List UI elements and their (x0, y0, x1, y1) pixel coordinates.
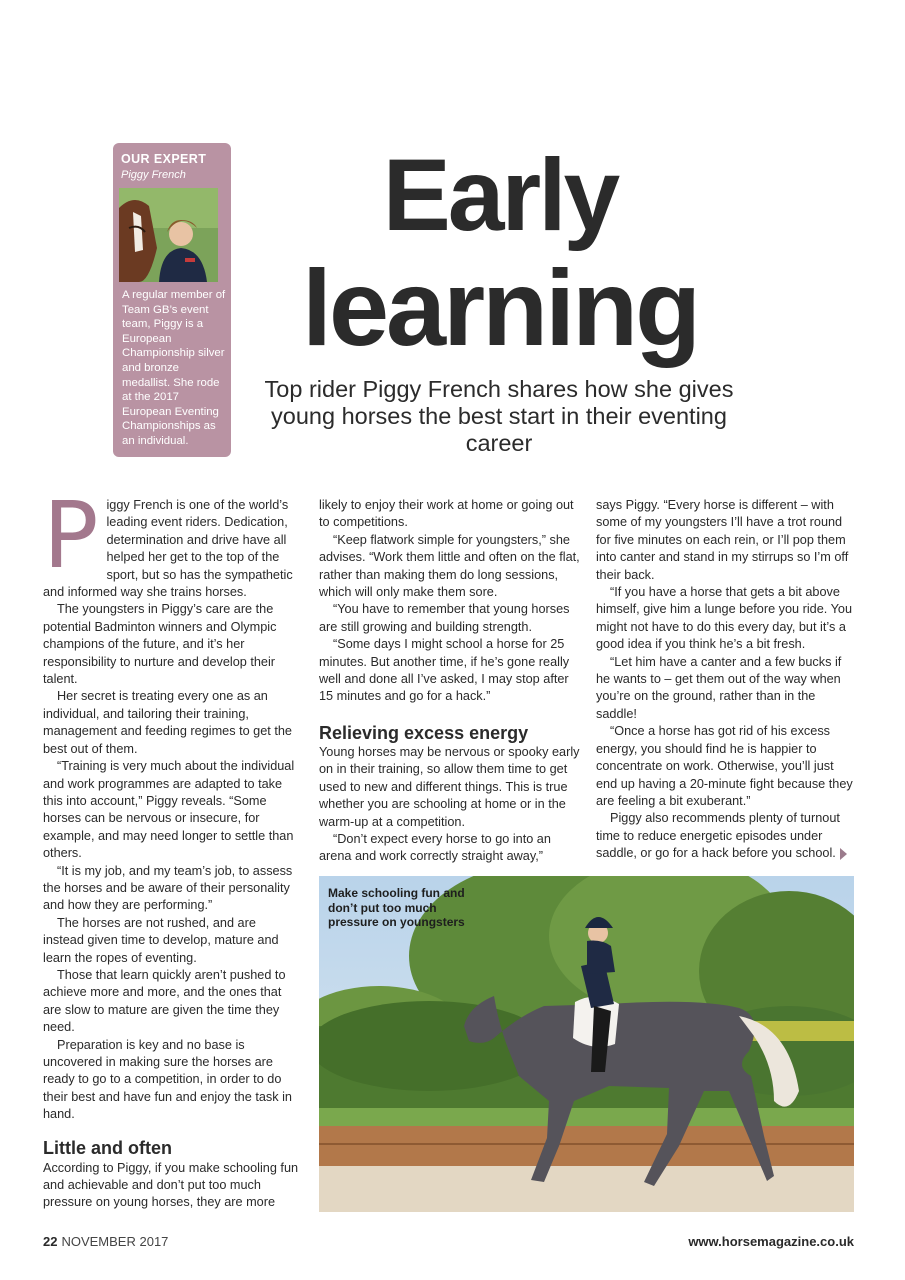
article-column-1 (43, 482, 299, 1212)
expert-box (113, 143, 231, 457)
expert-bio: A regular member of Team GB’s event team, Piggy is a European Championship silver and bronze medallist. She rode at the 2017 European Eventing Championships as an individual. (122, 289, 226, 447)
website-url: www.horsemagazine.co.uk (688, 1234, 854, 1249)
standfirst: Top rider Piggy French shares how she gives young horses the best start in their eventing career (264, 376, 734, 456)
paragraph: The youngsters in Piggy’s care are the potential Badminton winners and Olympic champions of the future, and it’s her responsibility to nurture and develop their talent. (43, 602, 277, 687)
continue-arrow-icon (840, 848, 847, 860)
paragraph: “You have to remember that young horses are still growing and building strength. (319, 602, 570, 634)
expert-photo (119, 188, 218, 282)
paragraph: Preparation is key and no base is uncovered in making sure the horses are ready to go to a competition, in order to do their best and have fun and enjoy the task in hand. (43, 1037, 292, 1122)
paragraph: “If you have a horse that gets a bit above himself, give him a lunge before you ride. You might not have to do this every day, but it’s a good idea if you think he’s a bit fresh. (596, 585, 853, 652)
paragraph: “Some days I might school a horse for 25 minutes. But another time, if he’s gone really well and done all I’ve asked, I may stop after 15 minutes and go for a hack.” (319, 637, 570, 704)
subheading-relieving-excess-energy: Relieving excess energy (319, 722, 529, 743)
paragraph: “Keep flatwork simple for youngsters,” she advises. “Work them little and often on the flat, rather than making them do long sessions, which will only make them sore. (319, 532, 580, 600)
drop-cap: P (43, 482, 99, 589)
paragraph: “Training is very much about the individual and work programmes are adapted to take this into account,” Piggy reveals. “Some horses can be nervous or insecure, for example, and may need longer to settle than others. (43, 759, 295, 861)
article-column-3 (596, 497, 858, 863)
paragraph: says Piggy. “Every horse is different – with some of my youngsters I’ll have a trot round for five minutes on each rein, or I’ll pop them into canter and stand in my stirrups so I’m off their back. (596, 498, 849, 582)
expert-label: OUR EXPERT (121, 152, 207, 166)
paragraph: iggy French is one of the world’s leading event riders. Dedication, determination and drive have all helped her get to the top of the sport, but so has the sympathetic and informed way she trains horses. (43, 498, 293, 600)
paragraph: Young horses may be nervous or spooky early on in their training, so allow them time to get used to new and different things. This is true whether you are schooling at home or in the warm-up at a competition. (319, 744, 580, 829)
paragraph: Those that learn quickly aren’t pushed to achieve more and more, and the ones that are slow to mature are given the time they need. (43, 967, 286, 1035)
headline-line-2: learning (301, 247, 699, 368)
paragraph: “Once a horse has got rid of his excess energy, you should find he is happier to concentrate on work. Otherwise, you’ll just end up having a 20-minute fight because they are feeling a bit exuberant.” (596, 724, 853, 808)
paragraph: The horses are not rushed, and are instead given time to develop, mature and learn the ropes of eventing. (43, 915, 279, 965)
folio (43, 1234, 168, 1249)
paragraph-text: Piggy also recommends plenty of turnout time to reduce energetic episodes under saddle, or go for a hack before you school. (596, 811, 840, 861)
paragraph: According to Piggy, if you make schooling fun and achievable and don’t put too much pressure on young horses, they are more (43, 1160, 299, 1210)
paragraph: likely to enjoy their work at home or going out to competitions. (319, 498, 574, 530)
paragraph: “It is my job, and my team’s job, to assess the horses and be aware of their personality and how they are performing.” (43, 863, 293, 913)
paragraph: Her secret is treating every one as an individual, and tailoring their training, management and feeding regimes to get the best out of them. (43, 689, 292, 756)
issue-date: NOVEMBER 2017 (61, 1234, 169, 1249)
photo-caption: Make schooling fun and don’t put too much pressure on youngsters (328, 886, 465, 930)
paragraph: “Let him have a canter and a few bucks if he wants to – get them out of the way when you’re on the ground, rather than in the saddle! (596, 654, 842, 721)
expert-name: Piggy French (121, 169, 186, 181)
paragraph: “Don’t expect every horse to go into an arena and work correctly straight away,” (319, 831, 551, 864)
page-number: 22 (43, 1234, 58, 1249)
subheading-little-and-often: Little and often (43, 1137, 172, 1158)
headline-line-1: Early (382, 138, 618, 252)
article-column-2 (319, 497, 581, 866)
paragraph (596, 810, 858, 862)
